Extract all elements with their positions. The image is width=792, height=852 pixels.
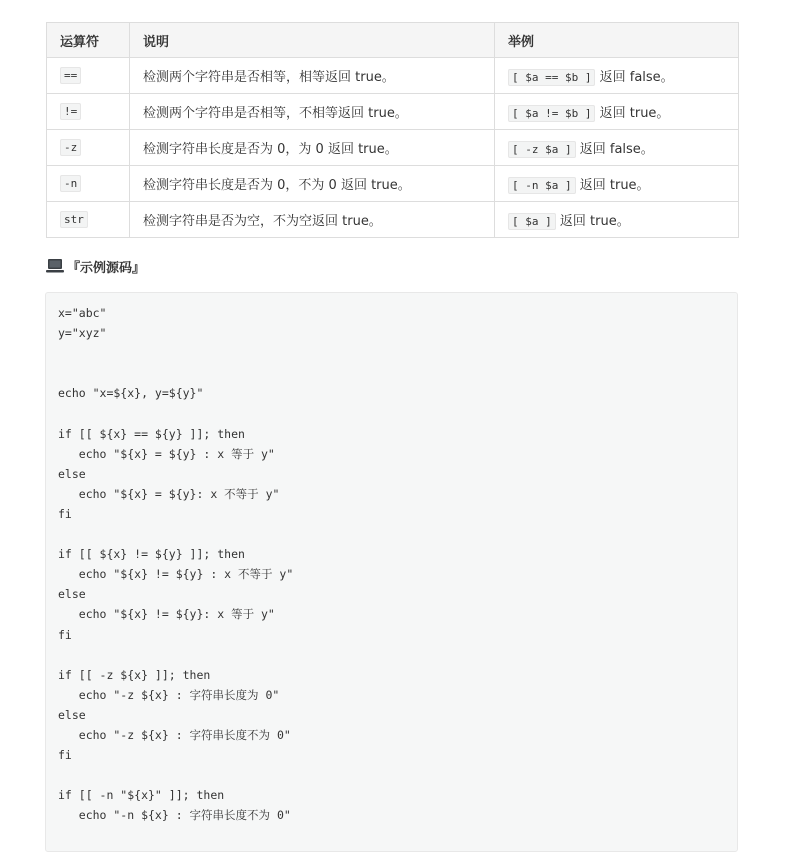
description-cell: 检测字符串长度是否为 0，不为 0 返回 true。: [130, 166, 495, 202]
example-cell: [495, 94, 739, 130]
table-row: [47, 94, 739, 130]
operator-table-container: [46, 22, 738, 238]
code-line: x="abc": [58, 306, 107, 320]
table-row: [47, 202, 739, 238]
code-line: echo "${x} = ${y} : x 等于 y": [58, 446, 275, 461]
code-line: echo "${x} != ${y} : x 不等于 y": [58, 567, 294, 582]
code-line: fi: [58, 748, 72, 763]
example-cell: [495, 166, 739, 202]
code-line: else: [58, 466, 86, 481]
laptop-icon: [46, 258, 64, 274]
example-code: [ $a ]: [508, 213, 556, 230]
example-text: 返回 true。: [575, 178, 650, 193]
code-line: echo "-z ${x} : 字符串长度不为 0": [58, 727, 291, 742]
code-line: echo "${x} != ${y}: x 等于 y": [58, 607, 275, 622]
section-heading: [46, 256, 145, 276]
code-line: echo "${x} = ${y}: x 不等于 y": [58, 486, 280, 501]
code-line: y="xyz": [58, 326, 107, 341]
table-header-row: [47, 23, 739, 58]
code-line: echo "x=${x}, y=${y}": [58, 386, 204, 401]
operator-cell: [47, 58, 130, 94]
code-line: fi: [58, 506, 72, 521]
source-code: [46, 293, 737, 835]
example-text: 返回 true。: [555, 214, 630, 229]
example-cell: [495, 202, 739, 238]
header-example: 举例: [495, 23, 739, 58]
code-line: else: [58, 707, 86, 722]
operator-cell: [47, 166, 130, 202]
operator-table: [46, 22, 739, 238]
example-code: [ $a != $b ]: [508, 105, 595, 122]
operator-code: !=: [60, 103, 81, 120]
description-cell: 检测两个字符串是否相等，相等返回 true。: [130, 58, 495, 94]
description-cell: 检测两个字符串是否相等，不相等返回 true。: [130, 94, 495, 130]
code-line: if [[ ${x} != ${y} ]]; then: [58, 547, 245, 562]
section-title: 『示例源码』: [67, 260, 146, 276]
operator-code: str: [60, 211, 88, 228]
operator-code: -n: [60, 175, 81, 192]
code-line: else: [58, 587, 86, 602]
example-text: 返回 false。: [575, 142, 654, 157]
header-description: 说明: [130, 23, 495, 58]
table-row: [47, 130, 739, 166]
example-code: [ -n $a ]: [508, 177, 576, 194]
example-cell: [495, 130, 739, 166]
description-cell: 检测字符串长度是否为 0，为 0 返回 true。: [130, 130, 495, 166]
example-text: 返回 false。: [595, 70, 674, 85]
table-row: [47, 58, 739, 94]
operator-cell: [47, 94, 130, 130]
operator-cell: [47, 202, 130, 238]
header-operator: 运算符: [47, 23, 130, 58]
example-text: 返回 true。: [595, 106, 670, 121]
example-code: [ $a == $b ]: [508, 69, 595, 86]
table-row: [47, 166, 739, 202]
code-line: if [[ ${x} == ${y} ]]; then: [58, 426, 245, 441]
code-line: fi: [58, 627, 72, 642]
code-block: [45, 292, 738, 852]
code-line: echo "-z ${x} : 字符串长度为 0": [58, 687, 280, 702]
operator-code: ==: [60, 67, 81, 84]
operator-cell: [47, 130, 130, 166]
code-line: echo "-n ${x} : 字符串长度不为 0": [58, 808, 291, 823]
example-code: [ -z $a ]: [508, 141, 576, 158]
code-line: if [[ -z ${x} ]]; then: [58, 667, 211, 682]
operator-code: -z: [60, 139, 81, 156]
code-line: if [[ -n "${x}" ]]; then: [58, 788, 225, 803]
description-cell: 检测字符串是否为空，不为空返回 true。: [130, 202, 495, 238]
example-cell: [495, 58, 739, 94]
